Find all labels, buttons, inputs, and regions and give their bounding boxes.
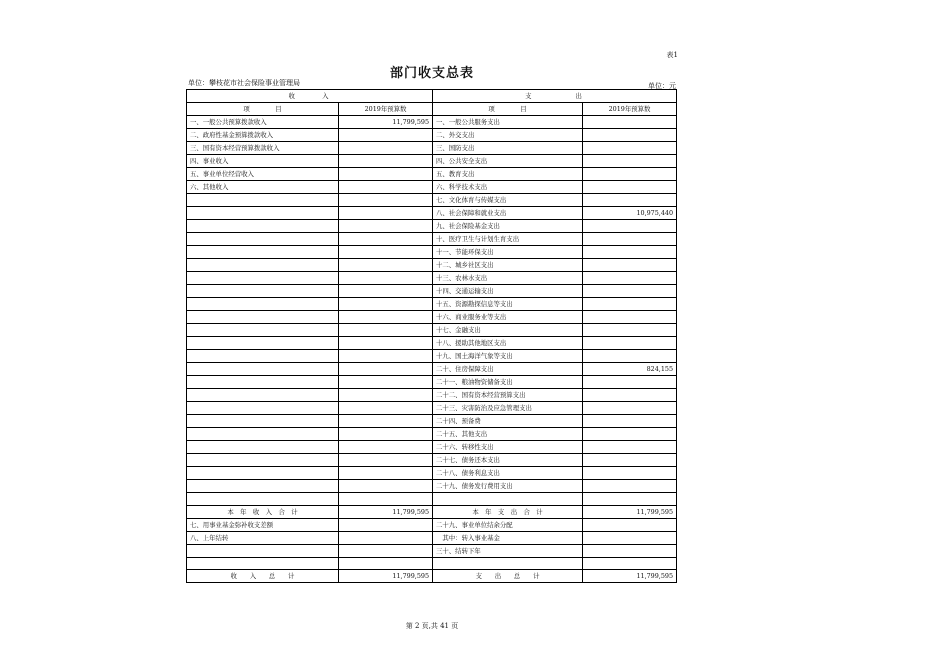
income-subtotal-label: 本 年 收 入 合 计 <box>187 505 339 518</box>
income-value-cell <box>339 337 433 350</box>
income-value-cell <box>339 181 433 194</box>
income-item-cell <box>187 467 339 480</box>
expense-value-cell <box>583 376 677 389</box>
income-item-cell <box>187 324 339 337</box>
expense-item-cell <box>433 493 583 506</box>
expense-value-cell <box>583 518 677 531</box>
table-row <box>187 363 677 376</box>
expense-value-cell <box>583 350 677 363</box>
expense-value-cell <box>583 441 677 454</box>
expense-value-cell <box>583 233 677 246</box>
table-row <box>187 181 677 194</box>
table-row <box>187 493 677 506</box>
expense-subtotal-value: 11,799,595 <box>583 505 677 518</box>
income-item-cell <box>187 402 339 415</box>
expense-value-cell <box>583 467 677 480</box>
table-row <box>187 168 677 181</box>
income-value-cell <box>339 142 433 155</box>
expense-item-cell: 二十七、债务还本支出 <box>433 454 583 467</box>
unit-label-org: 单位：攀枝花市社会保险事业管理局 <box>188 79 300 87</box>
table-row <box>187 272 677 285</box>
table-row <box>187 518 677 531</box>
expense-value-cell <box>583 155 677 168</box>
expense-item-cell: 二十五、其他支出 <box>433 428 583 441</box>
expense-item-cell: 十一、节能环保支出 <box>433 246 583 259</box>
expense-item-cell: 三十、结转下年 <box>433 544 583 557</box>
expense-value-cell <box>583 531 677 544</box>
income-value-cell <box>339 557 433 570</box>
income-item-cell <box>187 454 339 467</box>
expense-item-cell: 十八、援助其他地区支出 <box>433 337 583 350</box>
section-header-row <box>187 90 677 103</box>
expense-value-cell <box>583 181 677 194</box>
table-row <box>187 233 677 246</box>
table-row <box>187 142 677 155</box>
expense-value-cell <box>583 324 677 337</box>
table-row <box>187 428 677 441</box>
income-value-cell <box>339 155 433 168</box>
table-row <box>187 531 677 544</box>
income-value-cell <box>339 311 433 324</box>
income-item-cell: 四、事业收入 <box>187 155 339 168</box>
income-value-cell <box>339 194 433 207</box>
expense-item-cell: 十、医疗卫生与计划生育支出 <box>433 233 583 246</box>
income-value-cell <box>339 389 433 402</box>
subtotal-row <box>187 505 677 518</box>
income-item-cell <box>187 233 339 246</box>
table-row <box>187 129 677 142</box>
unit-label-currency: 单位：元 <box>648 82 676 90</box>
table-row <box>187 220 677 233</box>
income-item-cell <box>187 415 339 428</box>
income-value-cell <box>339 531 433 544</box>
income-section-header: 收 入 <box>187 90 433 103</box>
income-item-cell <box>187 246 339 259</box>
table-row <box>187 324 677 337</box>
expense-item-cell: 十七、金融支出 <box>433 324 583 337</box>
income-total-label: 收 入 总 计 <box>187 570 339 583</box>
expense-subtotal-label: 本 年 支 出 合 计 <box>433 505 583 518</box>
income-item-cell <box>187 557 339 570</box>
expense-value-cell <box>583 168 677 181</box>
table-row <box>187 155 677 168</box>
expense-item-cell: 九、社会保险基金支出 <box>433 220 583 233</box>
income-item-cell: 八、上年结转 <box>187 531 339 544</box>
income-value-cell <box>339 168 433 181</box>
income-item-cell <box>187 272 339 285</box>
sheet-tag: 表1 <box>666 51 678 59</box>
income-value-cell <box>339 233 433 246</box>
income-item-cell <box>187 285 339 298</box>
expense-value-cell <box>583 311 677 324</box>
table-row <box>187 311 677 324</box>
expense-item-cell: 十五、资源勘探信息等支出 <box>433 298 583 311</box>
income-value-cell <box>339 220 433 233</box>
expense-value-cell <box>583 220 677 233</box>
income-item-cell <box>187 441 339 454</box>
expense-item-cell: 十六、商业服务业等支出 <box>433 311 583 324</box>
expense-total-label: 支 出 总 计 <box>433 570 583 583</box>
expense-item-cell: 十四、交通运输支出 <box>433 285 583 298</box>
expense-value-cell <box>583 454 677 467</box>
expense-item-cell: 十九、国土海洋气象等支出 <box>433 350 583 363</box>
expense-item-cell: 六、科学技术支出 <box>433 181 583 194</box>
expense-value-cell <box>583 298 677 311</box>
income-item-cell: 六、其他收入 <box>187 181 339 194</box>
expense-value-cell <box>583 246 677 259</box>
expense-value-cell <box>583 129 677 142</box>
expense-value-cell <box>583 480 677 493</box>
income-value-cell <box>339 298 433 311</box>
expense-section-header: 支 出 <box>433 90 677 103</box>
income-item-cell <box>187 337 339 350</box>
income-item-cell <box>187 376 339 389</box>
income-item-cell <box>187 194 339 207</box>
expense-item-header: 项 目 <box>433 103 583 116</box>
page-number: 第 2 页,共 41 页 <box>405 622 459 630</box>
income-value-cell <box>339 324 433 337</box>
expense-value-cell <box>583 259 677 272</box>
table-row <box>187 467 677 480</box>
expense-value-cell <box>583 544 677 557</box>
income-budget-header: 2019年预算数 <box>339 103 433 116</box>
income-item-cell <box>187 259 339 272</box>
expense-item-cell: 七、文化体育与传媒支出 <box>433 194 583 207</box>
table-row <box>187 116 677 129</box>
table-row <box>187 402 677 415</box>
income-value-cell <box>339 441 433 454</box>
expense-value-cell <box>583 272 677 285</box>
expense-value-cell: 824,155 <box>583 363 677 376</box>
income-value-cell <box>339 246 433 259</box>
table-row <box>187 259 677 272</box>
expense-value-cell <box>583 116 677 129</box>
income-value-cell <box>339 363 433 376</box>
income-value-cell <box>339 129 433 142</box>
expense-item-cell: 二十八、债务利息支出 <box>433 467 583 480</box>
expense-value-cell <box>583 493 677 506</box>
table-row <box>187 194 677 207</box>
expense-item-cell: 二十二、国有资本经营预算支出 <box>433 389 583 402</box>
expense-item-cell: 一、一般公共服务支出 <box>433 116 583 129</box>
income-value-cell <box>339 376 433 389</box>
expense-item-cell: 二十六、转移性支出 <box>433 441 583 454</box>
table-row <box>187 285 677 298</box>
expense-item-cell: 二十、住房保障支出 <box>433 363 583 376</box>
income-total-value: 11,799,595 <box>339 570 433 583</box>
column-header-row <box>187 103 677 116</box>
income-value-cell <box>339 544 433 557</box>
table-row <box>187 441 677 454</box>
expense-item-cell: 三、国防支出 <box>433 142 583 155</box>
expense-value-cell <box>583 142 677 155</box>
expense-value-cell <box>583 428 677 441</box>
table-row <box>187 389 677 402</box>
expense-value-cell <box>583 389 677 402</box>
expense-value-cell <box>583 285 677 298</box>
table-row <box>187 350 677 363</box>
income-value-cell <box>339 350 433 363</box>
table-row <box>187 454 677 467</box>
income-value-cell <box>339 272 433 285</box>
expense-item-cell: 其中：转入事业基金 <box>433 531 583 544</box>
income-item-cell <box>187 363 339 376</box>
income-value-cell <box>339 415 433 428</box>
income-value-cell <box>339 467 433 480</box>
income-item-cell: 七、用事业基金弥补收支差额 <box>187 518 339 531</box>
income-value-cell <box>339 428 433 441</box>
income-item-cell <box>187 480 339 493</box>
expense-item-cell: 五、教育支出 <box>433 168 583 181</box>
expense-item-cell: 十二、城乡社区支出 <box>433 259 583 272</box>
expense-item-cell: 二十九、债务发行费用支出 <box>433 480 583 493</box>
page-title: 部门收支总表 <box>389 66 474 81</box>
expense-item-cell: 二十一、粮油物资储备支出 <box>433 376 583 389</box>
expense-item-cell: 二、外交支出 <box>433 129 583 142</box>
table-row <box>187 337 677 350</box>
income-item-cell: 一、一般公共预算拨款收入 <box>187 116 339 129</box>
income-value-cell <box>339 259 433 272</box>
table-row <box>187 207 677 220</box>
income-item-cell: 五、事业单位经营收入 <box>187 168 339 181</box>
expense-item-cell: 二十三、灾害防治及应急管理支出 <box>433 402 583 415</box>
expense-value-cell <box>583 415 677 428</box>
table-row <box>187 557 677 570</box>
expense-value-cell <box>583 402 677 415</box>
income-value-cell <box>339 454 433 467</box>
expense-budget-header: 2019年预算数 <box>583 103 677 116</box>
income-value-cell <box>339 493 433 506</box>
income-item-cell <box>187 220 339 233</box>
table-row <box>187 298 677 311</box>
income-item-cell <box>187 544 339 557</box>
income-item-cell: 三、国有资本经营预算拨款收入 <box>187 142 339 155</box>
income-value-cell <box>339 480 433 493</box>
expense-total-value: 11,799,595 <box>583 570 677 583</box>
expense-item-cell <box>433 557 583 570</box>
expense-value-cell <box>583 194 677 207</box>
expense-item-cell: 十三、农林水支出 <box>433 272 583 285</box>
table-row <box>187 376 677 389</box>
table-row <box>187 415 677 428</box>
expense-item-cell: 八、社会保障和就业支出 <box>433 207 583 220</box>
income-item-cell <box>187 311 339 324</box>
total-row <box>187 570 677 583</box>
income-item-cell <box>187 428 339 441</box>
income-value-cell <box>339 285 433 298</box>
income-subtotal-value: 11,799,595 <box>339 505 433 518</box>
expense-item-cell: 二十九、事业单位结余分配 <box>433 518 583 531</box>
income-item-cell <box>187 350 339 363</box>
income-value-cell <box>339 207 433 220</box>
table-row <box>187 246 677 259</box>
expense-item-cell: 四、公共安全支出 <box>433 155 583 168</box>
table-row <box>187 544 677 557</box>
expense-value-cell <box>583 337 677 350</box>
income-item-cell <box>187 298 339 311</box>
expense-item-cell: 二十四、预备费 <box>433 415 583 428</box>
income-value-cell <box>339 402 433 415</box>
income-item-cell <box>187 493 339 506</box>
income-item-cell: 二、政府性基金预算拨款收入 <box>187 129 339 142</box>
income-value-cell <box>339 518 433 531</box>
income-value-cell: 11,799,595 <box>339 116 433 129</box>
budget-summary-table <box>186 89 677 583</box>
income-item-cell <box>187 389 339 402</box>
expense-value-cell: 10,975,440 <box>583 207 677 220</box>
table-row <box>187 480 677 493</box>
income-item-header: 项 目 <box>187 103 339 116</box>
income-item-cell <box>187 207 339 220</box>
expense-value-cell <box>583 557 677 570</box>
